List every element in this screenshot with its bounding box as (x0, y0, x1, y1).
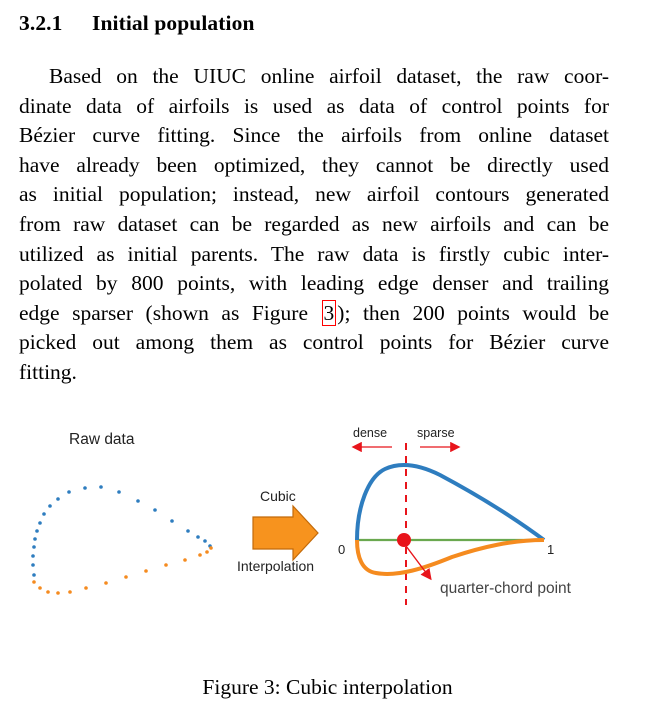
paragraph-text: edge sparser (shown as Figure (19, 300, 321, 325)
raw-point (35, 529, 39, 533)
raw-lower-points (32, 546, 213, 595)
raw-point (31, 554, 35, 558)
raw-point (104, 581, 108, 585)
paragraph-line: dinate data of airfoils is used as data of control points for (19, 93, 609, 118)
raw-point (31, 563, 35, 567)
raw-upper-points (31, 485, 212, 577)
chord-one-label: 1 (547, 542, 555, 557)
raw-point (196, 535, 200, 539)
raw-point (99, 485, 103, 489)
paragraph-line: Bézier curve fitting. Since the airfoils from online dataset (19, 123, 609, 148)
raw-point (136, 499, 140, 503)
raw-point (83, 486, 87, 490)
raw-point (32, 580, 36, 584)
paragraph-line: utilized as initial parents. The raw data is firstly cubic inter- (19, 241, 609, 266)
raw-point (153, 508, 157, 512)
raw-point (144, 569, 148, 573)
raw-point (67, 490, 71, 494)
raw-point (48, 504, 52, 508)
lower-surface-curve (357, 540, 544, 574)
figure-cubic-interpolation (0, 415, 655, 655)
arrow-label-cubic: Cubic (260, 488, 296, 504)
raw-point (198, 553, 202, 557)
paragraph-line: have already been optimized, they cannot be directly used (19, 152, 609, 177)
raw-point (205, 550, 209, 554)
raw-point (56, 497, 60, 501)
paragraph-text: ); then 200 points would be (337, 300, 609, 325)
section-heading (19, 11, 255, 36)
raw-point (56, 591, 60, 595)
paragraph-line: Based on the UIUC online airfoil dataset, the raw coor- (49, 64, 609, 88)
upper-surface-curve (357, 465, 544, 540)
raw-point (46, 590, 50, 594)
body-paragraph (19, 62, 609, 388)
paragraph-line: polated by 800 points, with leading edge denser and trailing (19, 271, 609, 296)
quarter-chord-marker (397, 533, 411, 547)
paragraph-line: from raw dataset can be regarded as new airfoils and can be (19, 211, 609, 236)
raw-point (42, 512, 46, 516)
paragraph-line (19, 299, 609, 329)
raw-point (32, 545, 36, 549)
raw-point (33, 537, 37, 541)
raw-point (38, 521, 42, 525)
dense-label: dense (353, 426, 388, 440)
paragraph-line: fitting. (19, 359, 77, 384)
raw-point (68, 590, 72, 594)
interpolation-arrow-icon (253, 506, 318, 560)
quarter-chord-label: quarter-chord point (440, 580, 571, 597)
raw-point (164, 563, 168, 567)
raw-point (117, 490, 121, 494)
figure-canvas (0, 415, 655, 655)
raw-point (203, 539, 207, 543)
chord-zero-label: 0 (338, 542, 346, 557)
section-title: Initial population (92, 11, 255, 35)
raw-point (170, 519, 174, 523)
raw-point (209, 546, 213, 550)
paragraph-line: as initial population; instead, new airfoil contours generated (19, 182, 609, 207)
section-number: 3.2.1 (19, 11, 63, 35)
raw-point (38, 586, 42, 590)
figure-caption: Figure 3: Cubic interpolation (202, 675, 453, 699)
raw-point (32, 573, 36, 577)
raw-point (183, 558, 187, 562)
arrow-label-interpolation: Interpolation (237, 558, 315, 574)
raw-point (186, 529, 190, 533)
paragraph-line: picked out among them as control points for Bézier curve (19, 330, 609, 355)
raw-point (124, 575, 128, 579)
raw-point (84, 586, 88, 590)
sparse-label: sparse (417, 426, 455, 440)
raw-data-label: Raw data (69, 431, 135, 448)
figure-reference-link[interactable]: 3 (323, 300, 335, 325)
